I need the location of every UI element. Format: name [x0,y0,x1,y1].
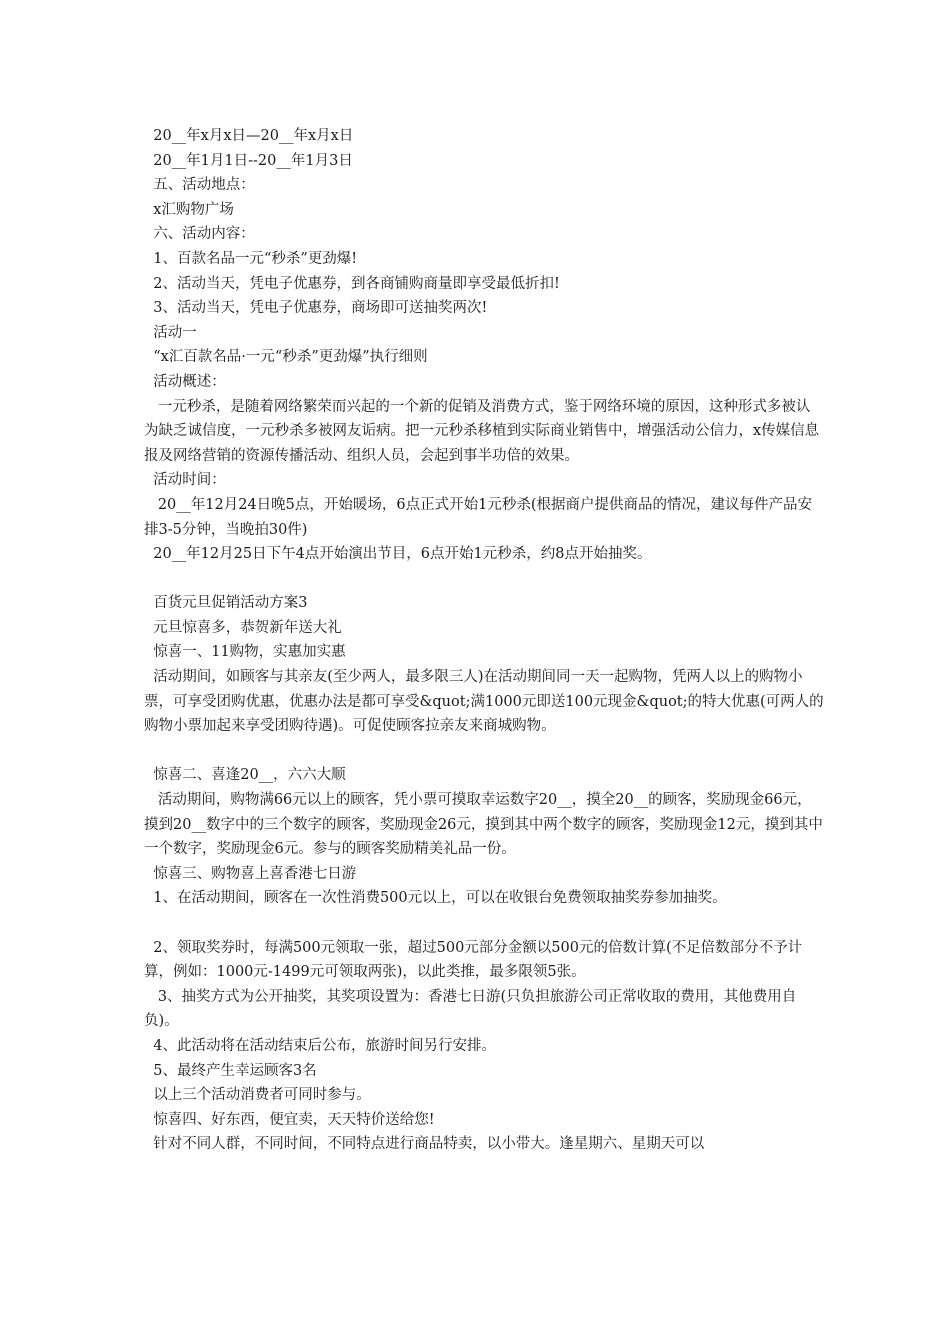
paragraph: 活动期间，如顾客与其亲友(至少两人，最多限三人)在活动期间同一天一起购物，凭两人以上的购物小票，可享受团购优惠，优惠办法是都可享受&quot;满1000元即送100元现金&quot;的特大优惠(可两人的购物小票加起来享受团购待遇)。可促使顾客拉亲友来商城购物。 [144,669,824,735]
paragraph: 活动期间，购物满66元以上的顾客，凭小票可摸取幸运数字20__，摸全20__的顾客，奖励现金66元，摸到20__数字中的三个数字的顾客，奖励现金26元，摸到其中两个数字的顾客，奖励现金12元，摸到其中一个数字，奖励现金6元。参与的顾客奖励精美礼品一份。 [144,792,823,858]
list-item: 4、此活动将在活动结束后公布，旅游时间另行安排。 [144,1037,496,1054]
paragraph: 元旦惊喜多，恭贺新年送大礼 [144,619,342,636]
paragraph: 以上三个活动消费者可同时参与。 [144,1087,371,1104]
paragraph: 20__年1月1日--20__年1月3日 [144,152,353,169]
list-item: 3、活动当天，凭电子优惠券，商场即可送抽奖两次! [144,300,488,317]
paragraph: 活动概述： [144,373,226,390]
paragraph: 20__年12月24日晚5点，开始暖场，6点正式开始1元秒杀(根据商户提供商品的情况，建议每件产品安排3-5分钟，当晚拍30件) [144,496,813,538]
paragraph: 活动一 [144,324,197,341]
section-heading: 五、活动地点： [144,177,255,194]
section-heading: 六、活动内容： [144,226,255,243]
paragraph: 惊喜二、喜逢20__，六六大顺 [144,767,346,784]
paragraph: 20__年12月25日下午4点开始演出节目，6点开始1元秒杀，约8点开始抽奖。 [144,546,652,563]
blank-line [144,911,824,936]
list-item: 1、在活动期间，顾客在一次性消费500元以上，可以在收银台免费领取抽奖券参加抽奖。 [144,890,727,907]
list-item: 2、领取奖券时，每满500元领取一张，超过500元部分金额以500元的倍数计算(不足倍数部分不予计算，例如：1000元-1499元可领取两张)，以此类推，最多限领5张。 [144,939,803,981]
document-body [144,124,824,1157]
paragraph: 惊喜三、购物喜上喜香港七日游 [144,865,357,882]
paragraph: x汇购物广场 [144,201,234,218]
list-item: 3、抽奖方式为公开抽奖，其奖项设置为：香港七日游(只负担旅游公司正常收取的费用，其他费用自负)。 [144,988,797,1030]
paragraph: 惊喜四、好东西，便宜卖，天天特价送给您! [144,1111,435,1128]
paragraph: 一元秒杀，是随着网络繁荣而兴起的一个新的促销及消费方式，鉴于网络环境的原因，这种形式多被认为缺乏诚信度，一元秒杀多被网友诟病。把一元秒杀移植到实际商业销售中，增强活动公信力，x传媒信息报及网络营销的资源传播活动、组织人员，会起到事半功倍的效果。 [144,398,820,464]
paragraph: “x汇百款名品·一元“秒杀”更劲爆”执行细则 [144,349,428,366]
paragraph: 针对不同人群，不同时间，不同特点进行商品特卖，以小带大。逢星期六、星期天可以 [144,1136,705,1153]
blank-line [144,739,824,764]
paragraph: 活动时间： [144,472,226,489]
list-item: 1、百款名品一元“秒杀”更劲爆! [144,250,358,267]
section-title: 百货元旦促销活动方案3 [144,595,308,612]
blank-line [144,567,824,592]
paragraph: 惊喜一、11购物，实惠加实惠 [144,644,346,661]
list-item: 5、最终产生幸运顾客3名 [144,1062,317,1079]
paragraph: 20__年x月x日—20__年x月x日 [144,128,354,144]
list-item: 2、活动当天，凭电子优惠券，到各商铺购商量即享受最低折扣! [144,275,560,292]
